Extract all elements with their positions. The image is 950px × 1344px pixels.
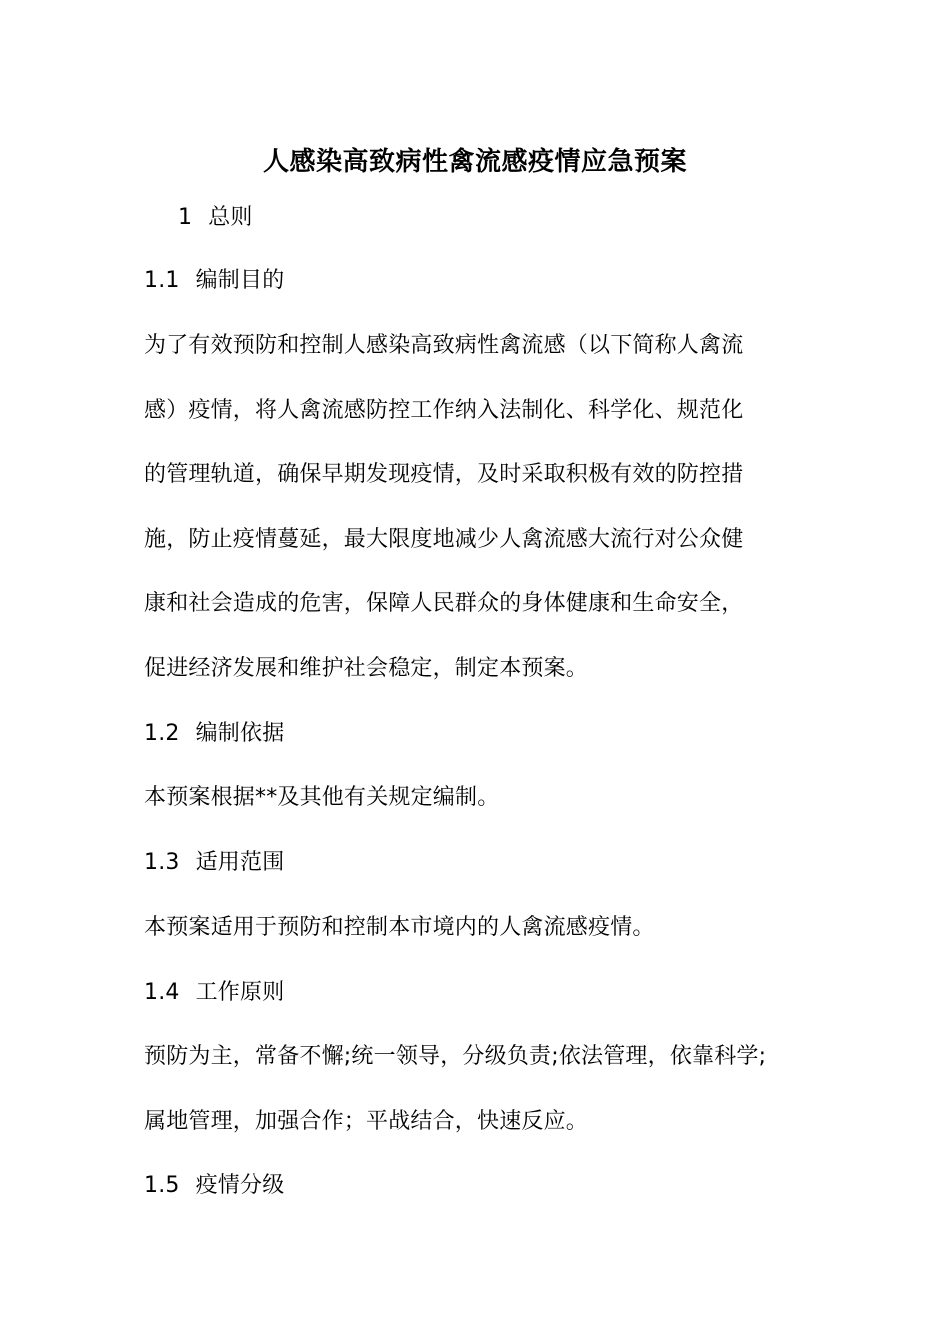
section-number: 1.2 [144, 721, 180, 746]
chapter-heading [178, 200, 253, 236]
section-heading-1-3 [144, 845, 284, 881]
paragraph-line: 本预案根据**及其他有关规定编制。 [144, 785, 500, 810]
section-label: 疫情分级 [195, 1173, 285, 1198]
section-number: 1.1 [144, 268, 180, 293]
section-heading-1-1 [144, 263, 284, 299]
document-title: 人感染高致病性禽流感疫情应急预案 [262, 147, 687, 177]
section-number: 1.4 [144, 980, 180, 1005]
chapter-label: 总则 [208, 205, 253, 230]
paragraph-line: 为了有效预防和控制人感染高致病性禽流感（以下简称人禽流 [144, 333, 744, 358]
section-number: 1.5 [144, 1173, 180, 1198]
section-label: 编制依据 [195, 721, 285, 746]
paragraph-line: 本预案适用于预防和控制本市境内的人禽流感疫情。 [144, 915, 655, 940]
section-label: 编制目的 [195, 268, 285, 293]
section-heading-1-4 [144, 975, 284, 1011]
section-label: 适用范围 [195, 850, 285, 875]
paragraph-line: 预防为主，常备不懈;统一领导，分级负责;依法管理，依靠科学; [144, 1044, 767, 1069]
section-heading-1-5 [144, 1168, 284, 1204]
section-label: 工作原则 [195, 980, 285, 1005]
section-heading-1-2 [144, 716, 284, 752]
paragraph-line: 的管理轨道，确保早期发现疫情，及时采取积极有效的防控措 [144, 462, 744, 487]
paragraph-line: 属地管理，加强合作；平战结合，快速反应。 [144, 1109, 589, 1134]
paragraph-line: 促进经济发展和维护社会稳定，制定本预案。 [144, 656, 589, 681]
paragraph-line: 施，防止疫情蔓延，最大限度地减少人禽流感大流行对公众健 [144, 527, 744, 552]
section-number: 1.3 [144, 850, 180, 875]
chapter-number: 1 [178, 205, 193, 230]
paragraph-line: 感）疫情，将人禽流感防控工作纳入法制化、科学化、规范化 [144, 398, 744, 423]
paragraph-line: 康和社会造成的危害，保障人民群众的身体健康和生命安全， [144, 591, 744, 616]
